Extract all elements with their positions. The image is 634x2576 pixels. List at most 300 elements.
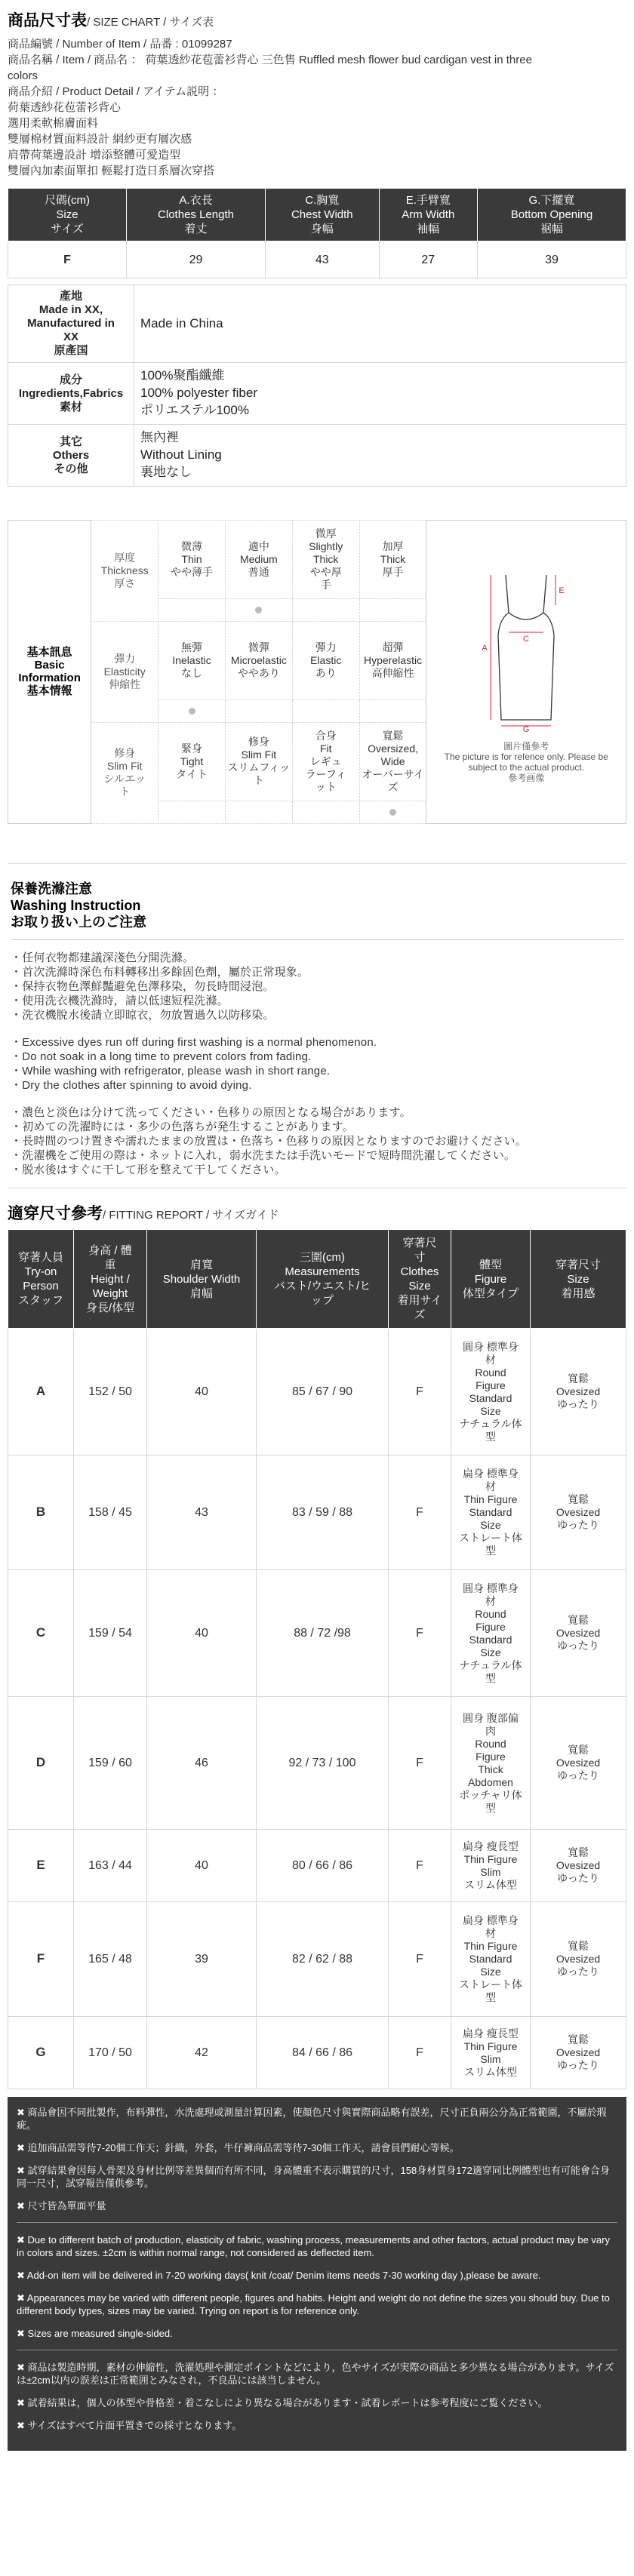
basic-row [8, 520, 626, 598]
figure-note-line: 圖片僅參考 [503, 741, 549, 752]
basic-category-line: 彈力 [114, 652, 136, 665]
washing-title-line: お取り扱い上のご注意 [11, 914, 146, 930]
basic-option [225, 722, 292, 801]
washing-instruction [8, 863, 626, 1188]
washing-line: ・保持衣物色澤鮮豔避免色澤移染，勿長時間浸泡。 [11, 979, 275, 993]
basic-option [292, 520, 359, 598]
basic-option-line: 寬鬆 [382, 729, 404, 742]
fitting-col-header-line: 身高 / 體 [88, 1243, 132, 1257]
fitting-figure-line: Standard [469, 1391, 512, 1404]
fitting-figure-line: Figure [476, 1620, 506, 1633]
fitting-row [8, 1570, 626, 1697]
fitting-col-header-line: スタッフ [17, 1294, 63, 1308]
fitting-fit-line: 寬鬆 [568, 1846, 589, 1859]
fitting-figure-line: 扁身 瘦長型 [463, 1840, 519, 1852]
basic-option [292, 722, 359, 801]
washing-title-line: Washing Instruction [11, 897, 141, 913]
product-info-line: 商品名稱 / Item / 商品名 ： 荷葉透紗花苞蕾衫背心 三色售 Ruffled mesh flower bud cardigan vest in three [8, 54, 532, 67]
fitting-fit-line: ゆったり [557, 2059, 599, 2072]
size-cell: 39 [477, 241, 626, 278]
size-table [8, 188, 626, 278]
basic-category [91, 621, 158, 722]
basic-selection-cell [225, 598, 292, 621]
fitting-figure [451, 1456, 531, 1570]
figure-note [427, 741, 625, 783]
fitting-figure-line: Figure [476, 1379, 506, 1391]
note-line: ✖ Due to different batch of production, elasticity of fabric, washing process, measurements and other factors, actual product may be vary in colors and sizes. ±2cm is within normal range, not considered as deflected item. [17, 2234, 610, 2259]
material-label-line: 其它 [59, 435, 82, 448]
basic-option-line: 加厚 [382, 539, 404, 552]
fitting-fit-line: Ovesized [556, 1506, 601, 1519]
fitting-figure-line: ポッチャリ体 [459, 1788, 522, 1801]
fitting-col-header-line: ズ [414, 1308, 426, 1322]
fitting-col-header-line: 穿著尺寸 [555, 1258, 601, 1271]
material-row [8, 425, 626, 487]
fitting-measurements: 80 / 66 / 86 [257, 1830, 389, 1902]
fitting-col-header-line: 身長/体型 [85, 1301, 135, 1314]
fitting-figure-line: スリム体型 [464, 2065, 517, 2078]
note-line: ✖ Sizes are measured single-sided. [17, 2328, 173, 2340]
fitting-figure [451, 2017, 531, 2089]
washing-line: ・任何衣物都建議深淺色分開洗滌。 [11, 951, 195, 964]
basic-category-line: Thickness [100, 564, 149, 576]
fitting-fit-line: 寬鬆 [568, 2033, 589, 2046]
basic-category [91, 722, 158, 823]
fitting-height-weight: 159 / 60 [74, 1697, 147, 1830]
size-chart-title [8, 11, 626, 32]
fitting-fit-line: 寬鬆 [568, 1373, 589, 1385]
fitting-person: B [8, 1456, 74, 1570]
basic-option [158, 520, 226, 598]
fitting-figure-line: 材 [485, 1594, 496, 1607]
product-info-line: 商品介紹 / Product Detail / アイテム説明 ： [8, 85, 224, 99]
material-value-line: Made in China [140, 315, 223, 330]
basic-category-line: 修身 [114, 747, 136, 760]
notes-ja [17, 2361, 617, 2432]
fitting-col-header-line: 肩幅 [189, 1286, 213, 1300]
basic-option-line: Thick [312, 552, 339, 565]
basic-option-line: Hyperelastic [364, 653, 423, 666]
basic-option-line: ット [315, 780, 337, 793]
basic-option-line: 微彈 [248, 641, 269, 653]
size-chart-title-main: 商品尺寸表 [8, 12, 87, 29]
basic-option-line: 緊身 [181, 742, 203, 755]
washing-line: ・Do not soak in a long time to prevent colors from fading. [11, 1050, 312, 1063]
fitting-col-header [531, 1230, 626, 1329]
size-col-header-line: Arm Width [402, 208, 455, 222]
fitting-person: A [8, 1329, 74, 1456]
material-table [8, 284, 626, 487]
basic-info-head-line: 基本情報 [26, 684, 72, 698]
fitting-col-header-line: Shoulder Width [162, 1272, 241, 1286]
basic-info-head [8, 520, 91, 823]
basic-selection-cell [292, 801, 359, 823]
fitting-fit-line: ゆったり [557, 1872, 599, 1885]
fitting-size: F [389, 1697, 451, 1830]
basic-option-line: やや厚 [309, 565, 342, 578]
material-label [8, 363, 134, 425]
fitting-person: C [8, 1570, 74, 1697]
basic-option-line: Elastic [310, 653, 342, 666]
size-col-header-line: 袖幅 [417, 223, 440, 236]
basic-option [359, 520, 426, 598]
fitting-row [8, 1830, 626, 1902]
fitting-figure-line: Size [480, 1519, 501, 1532]
washing-line: ・洗衣機脫水後請立即晾衣，勿放置過久以防移染。 [11, 1008, 275, 1022]
size-col-header [8, 189, 127, 241]
basic-option-line: Microelastic [230, 653, 287, 666]
fitting-row [8, 2017, 626, 2089]
material-value-line: 100% polyester fiber [140, 386, 257, 401]
fitting-height-weight: 152 / 50 [74, 1329, 147, 1456]
washing-title [11, 881, 623, 930]
fitting-table-header [8, 1230, 626, 1329]
material-label-line: Manufactured in [27, 317, 115, 330]
fitting-fit-line: Ovesized [556, 1757, 601, 1769]
fitting-fit-line: Ovesized [556, 1859, 601, 1872]
material-label-line: 產地 [59, 290, 82, 303]
basic-option-line: Oversized, [368, 742, 419, 755]
basic-option-line: 修身 [248, 736, 269, 749]
fitting-row [8, 1456, 626, 1570]
size-cell: 29 [127, 241, 266, 278]
basic-selection-cell [158, 598, 226, 621]
size-cell: 43 [266, 241, 380, 278]
fitting-figure-line: Size [480, 1646, 501, 1658]
fitting-fit [531, 1902, 626, 2017]
size-table-header [8, 189, 626, 241]
fitting-fit-line: ゆったり [557, 1640, 599, 1652]
fitting-shoulder: 46 [147, 1697, 257, 1830]
fitting-fit [531, 2017, 626, 2089]
fitting-row [8, 1902, 626, 2017]
washing-line: ・濃色と淡色は分けて洗ってください・色移りの原因となる場合があります。 [11, 1105, 411, 1119]
basic-option-line: ト [253, 774, 264, 787]
fitting-figure-line: Slim [480, 2052, 501, 2065]
fitting-figure-line: Round [475, 1366, 506, 1379]
fitting-row [8, 1329, 626, 1456]
fitting-fit-line: ゆったり [557, 1769, 599, 1782]
fitting-col-header-line: 三圍(cm) [300, 1251, 345, 1265]
fitting-col-header [451, 1230, 531, 1329]
material-value-line: 裏地なし [140, 465, 192, 480]
washing-zh [11, 951, 623, 1022]
washing-line: ・While washing with refrigerator, please wash in short range. [11, 1064, 331, 1077]
basic-option-line: 無彈 [181, 641, 203, 653]
basic-option-line: 普通 [248, 565, 269, 578]
fitting-measurements: 82 / 62 / 88 [257, 1902, 389, 2017]
washing-line: ・Excessive dyes run off during first washing is a normal phenomenon. [11, 1035, 377, 1049]
fitting-figure-line: ストレート体 [459, 1978, 522, 1991]
material-label-line: XX [63, 330, 78, 344]
material-value-line: Without Lining [140, 447, 222, 463]
note-line: ✖ 試着結果は，個人の体型や骨格差・着こなしにより異なる場合があります・試着レポートは参考程度にご覧ください。 [17, 2397, 548, 2409]
material-value [134, 285, 626, 363]
note-line: ✖ 商品會因不同批製作，布料彈性，水洗處理或測量計算因素，使顏色尺寸與實際商品略有誤差，尺寸正負兩公分為正常範圍，不屬於瑕疵。 [17, 2107, 607, 2132]
basic-option-line: 合身 [315, 729, 337, 742]
basic-option-line: Inelastic [172, 653, 211, 666]
fitting-figure-line: 材 [485, 1480, 496, 1493]
product-info [8, 36, 626, 179]
basic-category [91, 520, 158, 621]
material-value-line: 100%聚酯纖維 [140, 368, 225, 383]
figure-letter-c: C [523, 635, 530, 644]
size-chart-title-sub: / SIZE CHART / サイズ表 [87, 16, 214, 29]
basic-category-line: 厚度 [114, 551, 136, 564]
fitting-col-header-line: 體型 [479, 1258, 502, 1271]
fitting-figure [451, 1570, 531, 1697]
size-col-header [379, 189, 477, 241]
material-value-line: 無內裡 [140, 430, 179, 445]
fitting-figure-line: 扁身 標準身 [463, 1914, 519, 1927]
size-col-header-line: G.下擺寬 [528, 194, 575, 207]
basic-option-line: 手 [320, 578, 331, 591]
basic-selection-cell [158, 699, 226, 722]
fitting-fit-line: ゆったり [557, 1966, 599, 1978]
fitting-measurements: 88 / 72 /98 [257, 1570, 389, 1697]
basic-category-line: Elasticity [103, 665, 146, 678]
fitting-fit [531, 1329, 626, 1456]
basic-category-line: シルエッ [103, 773, 146, 785]
fitting-figure-line: 圓身 標準身 [463, 1340, 519, 1353]
fitting-figure-line: Size [480, 1966, 501, 1978]
basic-option [359, 722, 426, 801]
material-label-line: 原產国 [54, 344, 88, 358]
vest-diagram-icon [462, 560, 590, 733]
size-col-header-line: 着丈 [184, 223, 208, 236]
basic-option-line: Thin [181, 552, 202, 565]
material-label-line: 成分 [59, 373, 82, 386]
fitting-size: F [389, 1902, 451, 2017]
fitting-col-header-line: 着用サイ [397, 1294, 442, 1308]
fitting-size: F [389, 1329, 451, 1456]
size-col-header-line: A.衣長 [179, 194, 213, 207]
basic-category-line: ト [119, 785, 131, 798]
material-value [134, 363, 626, 425]
fitting-figure-line: 材 [485, 1353, 496, 1366]
basic-option-line: オーバーサイ [362, 767, 424, 780]
size-col-header-line: Size [56, 208, 78, 222]
selected-dot-icon [255, 607, 262, 613]
product-info-line: colors [8, 69, 38, 83]
fitting-col-header-line: Clothes [400, 1265, 439, 1279]
fitting-col-header-line: Weight [92, 1286, 128, 1300]
basic-selection-cell [359, 801, 426, 823]
basic-option [225, 520, 292, 598]
fitting-figure-line: 型 [485, 1671, 496, 1684]
fitting-figure-line: Round [475, 1607, 506, 1620]
fitting-fit [531, 1456, 626, 1570]
size-col-header-line: Clothes Length [158, 208, 234, 222]
product-info-line: 商品編號 / Number of Item / 品番 : 01099287 [8, 38, 232, 51]
fitting-col-header-line: 穿著人員 [17, 1251, 63, 1265]
material-row [8, 363, 626, 425]
basic-option-line: Fit [319, 742, 332, 755]
fitting-fit-line: 寬鬆 [568, 1744, 589, 1757]
basic-option-line: Thick [380, 552, 406, 565]
material-label-line: 素材 [59, 400, 82, 413]
note-line: ✖ 追加商品需等待7-20個工作天；針織，外套，牛仔褲商品需等待7-30個工作天，請會員們耐心等候。 [17, 2142, 460, 2154]
product-info-line: 肩帶荷葉邊設計 增添整體可愛造型 [8, 149, 181, 162]
basic-option-line: Slim Fit [241, 749, 277, 761]
fitting-col-header-line: Person [23, 1280, 59, 1293]
note-line: ✖ 尺寸皆為單面平量 [17, 2200, 106, 2212]
washing-title-line: 保養洗滌注意 [11, 881, 92, 896]
fitting-figure [451, 1697, 531, 1830]
fitting-figure-line: Standard [469, 1953, 512, 1966]
fitting-title [8, 1203, 626, 1225]
size-col-header-line: Chest Width [291, 208, 353, 222]
fitting-fit-line: Ovesized [556, 1953, 601, 1966]
figure-note-line: 參考画像 [508, 773, 545, 784]
size-col-header-line: 尺碼(cm) [45, 194, 90, 207]
basic-option-line: なし [181, 666, 203, 679]
washing-line: ・長時間のつけ置きや濡れたままの放置は・色落ち・色移りの原因となりますのでお避けください。 [11, 1134, 528, 1148]
basic-option [359, 621, 426, 699]
figure-letter-a: A [482, 644, 488, 653]
size-col-header-line: 裾幅 [540, 223, 563, 236]
basic-info-head-line: 基本訊息 [26, 646, 72, 659]
note-line: ✖ Add-on item will be delivered in 7-20 working days( knit /coat/ Denim items needs 7-30 working day ),please be aware. [17, 2270, 541, 2282]
size-col-header-line: C.胸寬 [305, 194, 340, 207]
fitting-figure-line: Size [480, 1404, 501, 1417]
page [8, 0, 626, 2451]
fitting-figure [451, 1902, 531, 2017]
product-info-line: 雙層棉材質面料設計 網紗更有層次感 [8, 133, 192, 146]
basic-option-line: ややあり [237, 666, 280, 679]
fitting-height-weight: 170 / 50 [74, 2017, 147, 2089]
fitting-height-weight: 159 / 54 [74, 1570, 147, 1697]
fitting-height-weight: 158 / 45 [74, 1456, 147, 1570]
basic-option-line: Medium [239, 552, 278, 565]
fitting-col-header [74, 1230, 147, 1329]
basic-selection-cell [225, 801, 292, 823]
fitting-col-header-line: 着用感 [561, 1286, 596, 1300]
basic-option-line: Tight [180, 755, 204, 767]
fitting-col-header-line: Measurements [285, 1265, 360, 1279]
fitting-col-header-line: Figure [474, 1272, 507, 1286]
fitting-col-header-line: Size [567, 1272, 589, 1286]
basic-option-line: 高伸縮性 [371, 666, 414, 679]
washing-line: ・首次洗滌時深色布料轉移出多餘固色劑，屬於正常現象。 [11, 965, 309, 979]
fitting-col-header [8, 1230, 74, 1329]
size-cell: F [8, 241, 127, 278]
size-cell: 27 [379, 241, 477, 278]
fitting-figure-line: 型 [485, 1545, 496, 1557]
basic-option-line: 微厚 [315, 527, 337, 539]
fitting-size: F [389, 1570, 451, 1697]
fitting-figure-line: 型 [485, 1991, 496, 2004]
fitting-fit-line: Ovesized [556, 1385, 601, 1398]
fitting-shoulder: 40 [147, 1329, 257, 1456]
fitting-figure [451, 1329, 531, 1456]
note-line: ✖ Appearances may be varied with different people, figures and habits. Height and weight do not define the sizes you should buy. Due to different body types, sizes may be varied. Trying on report is for reference only. [17, 2292, 610, 2317]
fitting-measurements: 84 / 66 / 86 [257, 2017, 389, 2089]
fitting-figure-line: 型 [485, 1801, 496, 1814]
washing-line: ・初めての洗濯時には・多少の色落ちが発生することがあります。 [11, 1120, 354, 1133]
material-value-line: ポリエステル100% [140, 403, 249, 418]
notes-en [17, 2233, 617, 2340]
basic-info-table [8, 520, 626, 824]
basic-option [225, 621, 292, 699]
basic-option-line: あり [315, 666, 337, 679]
fitting-figure-line: Thick [478, 1763, 503, 1775]
washing-line: ・使用洗衣機洗滌時，請以低速短程洗滌。 [11, 994, 229, 1007]
basic-option-line: ラーフィ [305, 767, 346, 780]
fitting-title-main: 適穿尺寸參考 [8, 1204, 103, 1222]
fitting-figure-line: Round [475, 1737, 506, 1750]
fitting-fit-line: ゆったり [557, 1519, 599, 1532]
figure-note-line: subject to the actual product. [468, 762, 584, 773]
washing-line: ・洗濯機をご使用の際は・ネットに入れ，弱水洗または手洗いモードで短時間洗濯してください。 [11, 1148, 516, 1162]
basic-info-head-line: Basic [34, 659, 65, 672]
size-col-header [266, 189, 380, 241]
basic-category-line: Slim Fit [106, 760, 143, 773]
fitting-size: F [389, 1830, 451, 1902]
fitting-figure-line: Figure [476, 1750, 506, 1763]
material-row [8, 285, 626, 363]
fitting-height-weight: 165 / 48 [74, 1902, 147, 2017]
basic-option-line: 超彈 [382, 641, 404, 653]
material-label [8, 425, 134, 487]
fitting-person: E [8, 1830, 74, 1902]
basic-option-line: やや薄手 [171, 565, 214, 578]
size-col-header-line: Bottom Opening [510, 208, 593, 222]
fitting-figure-line: 肉 [485, 1724, 496, 1737]
fitting-col-header-line: バスト/ウエスト/ヒ [273, 1280, 371, 1293]
material-label-line: Ingredients,Fabrics [18, 386, 124, 400]
product-info-line: 荷葉透紗花苞蕾衫背心 [8, 101, 122, 115]
fitting-figure-line: ナチュラル体 [459, 1417, 522, 1430]
selected-dot-icon [189, 708, 195, 715]
basic-option-line: 厚手 [382, 565, 404, 578]
fitting-person: F [8, 1902, 74, 2017]
size-col-header [127, 189, 266, 241]
note-line: ✖ 商品は製造時期，素材の伸縮性，洗濯処理や測定ポイントなどにより，色やサイズが実際の商品と多少異なる場合があります。サイズは±2cm以内の誤差は正常範囲とみなされ，不良品には該当しません。 [17, 2362, 614, 2387]
fitting-figure-line: 圓身 腹部偏 [463, 1711, 519, 1724]
fitting-figure-line: ナチュラル体 [459, 1658, 522, 1671]
fitting-person: D [8, 1697, 74, 1830]
fitting-figure-line: ストレート体 [459, 1532, 522, 1545]
figure-letter-e: E [559, 586, 565, 596]
washing-line: ・脱水後はすぐに干して形を整えて干してください。 [11, 1163, 286, 1176]
basic-option-line: タイト [176, 767, 208, 780]
fitting-height-weight: 163 / 44 [74, 1830, 147, 1902]
fitting-col-header [147, 1230, 257, 1329]
basic-option-line: 適中 [248, 539, 269, 552]
basic-option [158, 621, 226, 699]
size-col-header-line: E.手臂寬 [405, 194, 451, 207]
fitting-figure-line: 扁身 瘦長型 [463, 2027, 519, 2040]
fitting-col-header-line: 重 [104, 1258, 116, 1271]
material-label [8, 285, 134, 363]
fitting-row [8, 1697, 626, 1830]
fitting-figure [451, 1830, 531, 1902]
notes-zh [17, 2106, 617, 2212]
size-col-header-line: 身幅 [310, 223, 334, 236]
fitting-figure-line: Standard [469, 1633, 512, 1646]
basic-selection-cell [292, 699, 359, 722]
basic-selection-cell [359, 699, 426, 722]
fitting-col-header-line: Height / [91, 1272, 130, 1286]
fitting-figure-line: 材 [485, 1927, 496, 1940]
fitting-col-header-line: Try-on [24, 1265, 57, 1279]
fitting-figure-line: Thin Figure [463, 1852, 518, 1865]
size-row [8, 241, 626, 278]
note-line: ✖ サイズはすべて片面平置きでの採寸となります。 [17, 2420, 242, 2432]
fitting-figure-line: Thin Figure [463, 1940, 518, 1953]
fitting-figure-line: スリム体型 [464, 1878, 517, 1891]
